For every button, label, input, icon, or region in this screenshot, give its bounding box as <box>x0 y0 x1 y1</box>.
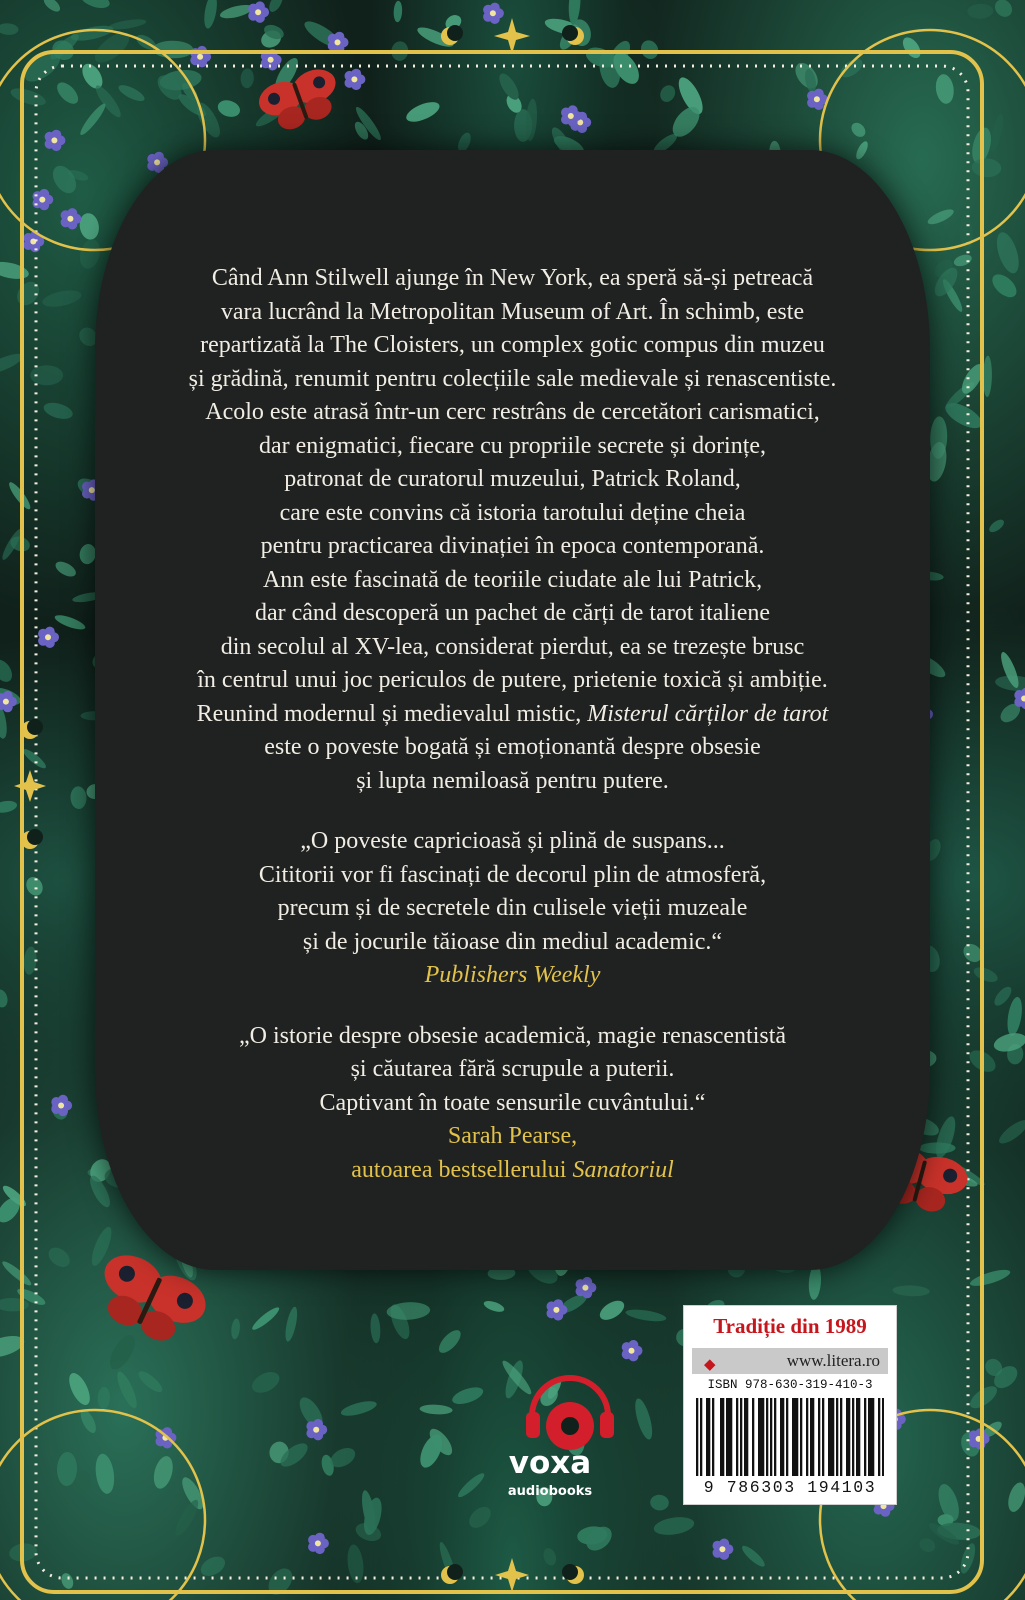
review-author: Sarah Pearse, <box>447 1123 578 1149</box>
leaf <box>53 612 87 632</box>
flower-icon <box>51 1095 72 1116</box>
leaf <box>653 1515 696 1538</box>
blurb-line: care este convins că istoria tarotului deține cheia <box>279 499 746 526</box>
leaf <box>0 1298 29 1312</box>
leaf <box>541 1546 558 1567</box>
ean-number: 9 786303 194103 <box>703 1478 877 1497</box>
leaf <box>48 162 81 198</box>
leaf <box>41 0 62 14</box>
flower-icon <box>248 1 269 23</box>
leaf <box>465 1503 495 1532</box>
leaf <box>650 1494 670 1511</box>
leaf <box>0 656 16 685</box>
barcode-bar <box>878 1398 880 1476</box>
leaf <box>219 2 254 21</box>
review-line: și de jocurile tăioase din mediul academic.“ <box>302 928 723 955</box>
leaf <box>934 73 956 105</box>
barcode-bar <box>806 1398 808 1476</box>
blurb-line <box>130 698 895 732</box>
review-author-credit <box>130 1154 895 1188</box>
blurb-line: este o poveste bogată și emoționantă despre obsesie <box>264 734 761 760</box>
review-line: „O istorie despre obsesie academică, magie renascentistă <box>238 1022 787 1049</box>
leaf <box>339 1398 378 1418</box>
credit-prefix: autoarea bestsellerului <box>351 1156 573 1183</box>
leaf <box>77 237 103 271</box>
leaf <box>266 0 285 14</box>
leaf <box>0 799 18 814</box>
leaf <box>996 1116 1025 1147</box>
barcode-bar <box>758 1398 760 1476</box>
barcode-bar <box>828 1398 830 1476</box>
leaf <box>849 120 869 140</box>
barcode-bar <box>882 1398 884 1476</box>
leaf <box>0 23 19 36</box>
barcode-bar <box>800 1398 802 1476</box>
barcode-bar <box>794 1398 796 1476</box>
leaf <box>9 85 48 109</box>
barcode-bar <box>726 1398 728 1476</box>
barcode-bar <box>712 1398 714 1476</box>
barcode-bar <box>696 1398 698 1476</box>
barcode-bar <box>868 1398 870 1476</box>
leaf <box>93 1453 116 1495</box>
barcode-bar <box>870 1398 872 1476</box>
left-moon-star-ornament <box>14 719 46 849</box>
blurb-line: Acolo este atrasă într-un cerc restrâns de cercetători carismatici, <box>205 399 820 425</box>
flower-icon <box>38 627 59 648</box>
leaf <box>172 1497 202 1538</box>
barcode-bar <box>832 1398 834 1476</box>
blurb-lead: Reunind modernul și medievalul mistic, <box>196 700 588 727</box>
barcode-bar <box>722 1398 724 1476</box>
leaf <box>837 55 865 81</box>
blurb-line: pentru practicarea divinației în epoca contemporană. <box>260 533 765 559</box>
leaf <box>854 140 870 161</box>
leaf <box>53 559 78 580</box>
barcode-bar <box>708 1398 710 1476</box>
leaf <box>249 1368 283 1397</box>
barcode-bar <box>762 1398 764 1476</box>
review-line: și căutarea fără scrupule a puterii. <box>350 1056 675 1082</box>
leaf <box>919 1142 956 1153</box>
leaf <box>625 1307 667 1323</box>
leaf <box>53 79 82 108</box>
leaf <box>216 98 243 120</box>
barcode-bar <box>730 1398 732 1476</box>
barcode-bar <box>744 1398 746 1476</box>
flower-icon <box>190 46 211 68</box>
leaf <box>6 480 33 512</box>
leaf <box>917 1536 937 1555</box>
flower-icon <box>61 208 82 229</box>
barcode-bar <box>700 1398 702 1476</box>
barcode-bar <box>864 1398 866 1476</box>
leaf <box>926 206 956 227</box>
website-text: www.litera.ro <box>786 1351 880 1370</box>
barcode-bar <box>770 1398 772 1476</box>
barcode-bar <box>836 1398 838 1476</box>
leaf <box>993 230 1024 276</box>
review-line: Captivant în toate sensurile cuvântului.“ <box>319 1089 706 1116</box>
isbn-text: ISBN 978-630-319-410-3 <box>707 1378 873 1392</box>
leaf <box>899 34 924 61</box>
flower-icon <box>345 69 366 90</box>
publisher-logo-name: voxa <box>508 1445 592 1481</box>
leaf <box>108 17 147 31</box>
tradition-label: Tradiție din 1989 <box>713 1314 867 1338</box>
blurb-line: patronat de curatorul muzeului, Patrick Roland, <box>284 466 741 492</box>
leaf <box>991 0 1015 20</box>
leaf <box>78 212 101 241</box>
barcode-bar <box>746 1398 748 1476</box>
barcode-bar <box>840 1398 842 1476</box>
barcode-bar <box>752 1398 754 1476</box>
leaf <box>967 3 994 19</box>
leaf <box>135 1368 165 1395</box>
flower-icon <box>23 231 44 252</box>
leaf <box>283 1306 299 1343</box>
publisher-logo-subtitle: audiobooks <box>507 1484 593 1499</box>
blurb-line: dar când descoperă un pachet de cărți de tarot italiene <box>254 600 771 626</box>
leaf <box>79 0 111 11</box>
leaf <box>968 1267 1011 1290</box>
leaf <box>0 1259 34 1289</box>
flower-icon <box>328 32 349 53</box>
leaf <box>972 964 1000 985</box>
flower-icon <box>308 1533 329 1554</box>
leaf <box>988 113 1006 153</box>
review-line: precum și de secretele din culisele vieții muzeale <box>277 895 748 921</box>
barcode-bar <box>780 1398 782 1476</box>
flower-icon <box>622 1340 643 1361</box>
barcode-bar <box>774 1398 776 1476</box>
leaf <box>70 786 87 809</box>
leaf <box>638 37 662 62</box>
barcode-bar <box>846 1398 848 1476</box>
blurb-line: în centrul unui joc periculos de putere, prietenie toxică și ambiție. <box>197 667 828 693</box>
barcode-bar <box>728 1398 730 1476</box>
book-icon: ◆ <box>704 1357 716 1373</box>
leaf <box>0 988 10 1009</box>
leaf <box>657 83 678 105</box>
bottom-moon-star-ornament <box>441 1558 584 1592</box>
leaf <box>988 270 1021 302</box>
leaf <box>419 1404 452 1415</box>
blurb-line: Când Ann Stilwell ajunge în New York, ea speră să-și petreacă <box>211 265 814 291</box>
leaf <box>42 400 75 422</box>
leaf <box>435 1327 464 1357</box>
leaf <box>632 1397 656 1441</box>
barcode-bar <box>766 1398 768 1476</box>
butterfly-icon <box>254 64 346 137</box>
leaf <box>230 1318 241 1340</box>
blurb-line: din secolul al XV-lea, considerat pierdut, ea se trezește brusc <box>220 633 805 660</box>
blurb-line: dar enigmatici, fiecare cu propriile secrete și dorințe, <box>258 432 767 459</box>
credit-title: Sanatoriul <box>572 1156 674 1183</box>
website-url <box>692 1348 888 1374</box>
barcode-bar <box>856 1398 858 1476</box>
book-title: Misterul cărților de tarot <box>587 700 829 727</box>
leaf <box>597 1297 628 1324</box>
leaf <box>114 1369 141 1410</box>
leaf <box>41 287 83 309</box>
leaf <box>1005 996 1024 1037</box>
leaf <box>105 1331 140 1373</box>
leaf <box>59 1571 75 1590</box>
barcode-bar <box>858 1398 860 1476</box>
leaf <box>13 277 44 309</box>
barcode-bar <box>810 1398 812 1476</box>
barcode-bar <box>706 1398 708 1476</box>
barcode-bar <box>740 1398 742 1476</box>
leaf <box>450 1384 485 1407</box>
flower-icon <box>33 189 54 210</box>
barcode-bar <box>796 1398 798 1476</box>
review-source: Publishers Weekly <box>424 962 601 988</box>
blurb-line: Ann este fascinată de teoriile ciudate ale lui Patrick, <box>262 566 763 593</box>
leaf <box>97 1387 110 1410</box>
barcode-bar <box>852 1398 854 1476</box>
leaf <box>983 356 993 398</box>
flower-icon <box>576 1277 597 1298</box>
barcode-bar <box>720 1398 722 1476</box>
leaf <box>370 1313 382 1344</box>
leaf <box>21 747 48 771</box>
blurb-line: repartizată la The Cloisters, un complex gotic compus din muzeu <box>200 332 825 358</box>
barcode-bar <box>786 1398 788 1476</box>
leaf <box>987 517 1006 534</box>
leaf <box>250 1305 282 1333</box>
blurb-line: vara lucrând la Metropolitan Museum of Art. În schimb, este <box>220 298 805 325</box>
leaf <box>197 1553 228 1580</box>
review-line: Cititorii vor fi fascinați de decorul plin de atmosferă, <box>258 861 767 888</box>
leaf <box>404 98 443 126</box>
flower-icon <box>547 1299 568 1320</box>
leaf <box>393 1 403 23</box>
flower-icon <box>483 3 504 24</box>
leaf <box>952 252 973 268</box>
leaf <box>240 68 254 88</box>
leaf <box>45 1244 74 1271</box>
flower-icon <box>306 1419 327 1440</box>
flower-icon <box>45 130 66 151</box>
barcode-bar <box>812 1398 814 1476</box>
leaf <box>1005 1480 1025 1513</box>
leaf <box>892 1285 930 1297</box>
flower-icon <box>713 1539 734 1560</box>
leaf <box>77 101 108 137</box>
barcode-bar <box>736 1398 738 1476</box>
barcode-icon <box>696 1398 884 1476</box>
blurb-line: și grădină, renumit pentru colecțiile sale medievale și renascentiste. <box>188 365 837 392</box>
leaf <box>65 1370 94 1408</box>
leaf <box>151 1454 176 1491</box>
leaf <box>739 1543 767 1569</box>
barcode-bar <box>872 1398 874 1476</box>
barcode-bar <box>792 1398 794 1476</box>
publisher-sticker <box>683 1305 897 1505</box>
barcode-bar <box>760 1398 762 1476</box>
leaf <box>116 82 146 104</box>
barcode-bar <box>782 1398 784 1476</box>
barcode-bar <box>822 1398 824 1476</box>
leaf <box>202 0 219 30</box>
review-line: „O poveste capricioasă și plină de suspans... <box>300 828 725 854</box>
leaf <box>78 60 106 92</box>
leaf <box>482 1299 505 1314</box>
blurb-line: și lupta nemiloasă pentru putere. <box>356 767 669 794</box>
barcode-bar <box>818 1398 820 1476</box>
back-cover-text <box>130 262 895 1187</box>
leaf <box>0 259 30 282</box>
barcode-bar <box>830 1398 832 1476</box>
barcode-bar <box>848 1398 850 1476</box>
